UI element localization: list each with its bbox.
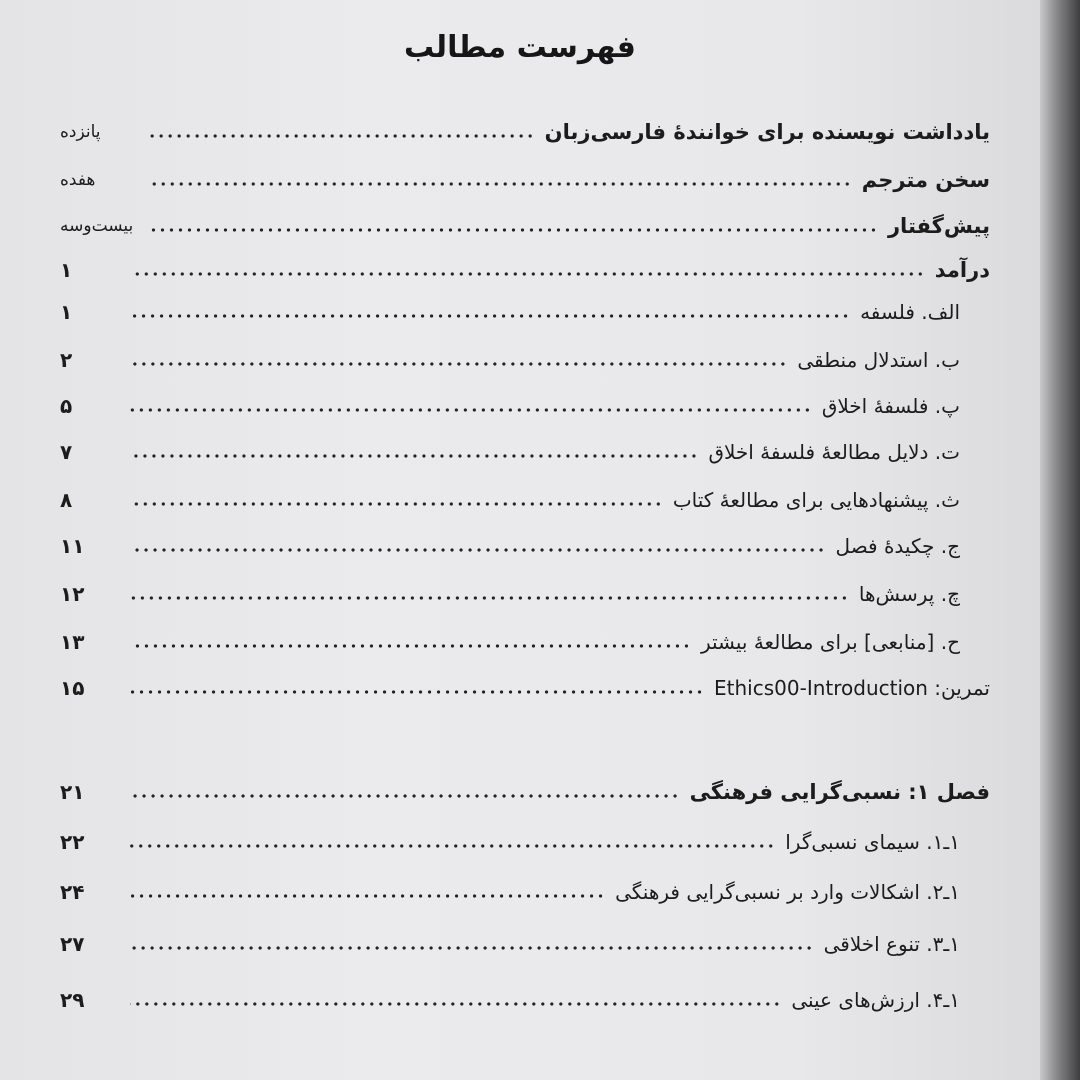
toc-entry-label: چ. پرسش‌ها bbox=[858, 582, 960, 606]
toc-entry-page: ۱۵ bbox=[60, 676, 85, 700]
dot-leader bbox=[130, 311, 850, 321]
toc-entry-label: فصل ۱: نسبی‌گرایی فرهنگی bbox=[689, 780, 990, 804]
toc-entry-page: ۲۱ bbox=[60, 780, 85, 804]
toc-entry-page: هفده bbox=[60, 170, 96, 190]
toc-entry bbox=[60, 870, 960, 914]
toc-entry-page: ۱۳ bbox=[60, 630, 85, 654]
dot-leader bbox=[130, 687, 704, 697]
toc-entry bbox=[60, 524, 960, 568]
toc-entry-page: ۲۷ bbox=[60, 932, 85, 956]
toc-entry-label: الف. فلسفه bbox=[860, 300, 960, 324]
dot-leader bbox=[150, 131, 535, 141]
toc-entry bbox=[60, 290, 960, 334]
toc-entry-page: ۷ bbox=[60, 440, 73, 464]
toc-entry-page: پانزده bbox=[60, 122, 101, 142]
toc-entry bbox=[60, 478, 960, 522]
toc-entry-label: ب. استدلال منطقی bbox=[797, 348, 960, 372]
toc-entry-label: درآمد bbox=[934, 258, 990, 282]
dot-leader bbox=[130, 999, 781, 1009]
toc-entry-page: ۲۹ bbox=[60, 988, 85, 1012]
toc-entry bbox=[60, 384, 960, 428]
page-title: فهرست مطالب bbox=[404, 30, 636, 65]
toc-entry-label: ۱ـ۳. تنوع اخلاقی bbox=[823, 932, 960, 956]
toc-chapter-entry bbox=[60, 770, 990, 814]
toc-entry-page: ۱ bbox=[60, 258, 73, 282]
toc-entry-page: ۲۴ bbox=[60, 880, 85, 904]
dot-leader bbox=[130, 593, 849, 603]
toc-entry-label: ج. چکیدهٔ فصل bbox=[835, 534, 960, 558]
dot-leader bbox=[130, 405, 812, 415]
dot-leader bbox=[130, 891, 605, 901]
toc-entry-label: ث. پیشنهادهایی برای مطالعهٔ کتاب bbox=[672, 488, 960, 512]
dot-leader bbox=[130, 499, 663, 509]
toc-entry-label: ۱ـ۱. سیمای نسبی‌گرا bbox=[785, 830, 960, 854]
toc-entry-label: پ. فلسفهٔ اخلاق bbox=[821, 394, 960, 418]
dot-leader bbox=[130, 269, 925, 279]
toc-entry-page: ۱۱ bbox=[60, 534, 85, 558]
toc-entry bbox=[60, 666, 990, 710]
page-edge-shadow bbox=[1040, 0, 1080, 1080]
toc-entry-page: ۱ bbox=[60, 300, 73, 324]
toc-entry-label: پیش‌گفتار bbox=[887, 214, 990, 238]
toc-entry bbox=[60, 338, 960, 382]
toc-entry-label: ۱ـ۴. ارزش‌های عینی bbox=[791, 988, 960, 1012]
dot-leader bbox=[130, 451, 698, 461]
dot-leader bbox=[130, 545, 826, 555]
toc-entry-label: تمرین: Ethics00-Introduction bbox=[714, 676, 990, 700]
toc-entry-page: ۲ bbox=[60, 348, 73, 372]
dot-leader bbox=[130, 641, 691, 651]
dot-leader bbox=[130, 791, 680, 801]
dot-leader bbox=[130, 841, 775, 851]
toc-entry-label: سخن مترجم bbox=[861, 168, 990, 192]
toc-entry-label: ت. دلایل مطالعهٔ فلسفهٔ اخلاق bbox=[708, 440, 960, 464]
toc-entry bbox=[60, 620, 960, 664]
toc-entry bbox=[60, 820, 960, 864]
toc-entry bbox=[60, 922, 960, 966]
toc-entry-label: ۱ـ۲. اشکالات وارد بر نسبی‌گرایی فرهنگی bbox=[615, 880, 960, 904]
dot-leader bbox=[150, 225, 878, 235]
dot-leader bbox=[130, 359, 787, 369]
toc-entry-page: ۸ bbox=[60, 488, 73, 512]
toc-entry bbox=[60, 158, 990, 202]
toc-entry-page: بیست‌وسه bbox=[60, 216, 134, 236]
toc-entry bbox=[60, 430, 960, 474]
toc-entry-label: یادداشت نویسنده برای خوانندهٔ فارسی‌زبان bbox=[544, 120, 990, 144]
toc-entry-page: ۱۲ bbox=[60, 582, 85, 606]
toc-entry bbox=[60, 110, 990, 154]
toc-entry bbox=[60, 248, 990, 292]
toc-entry-label: ح. [منابعی] برای مطالعهٔ بیشتر bbox=[700, 630, 960, 654]
dot-leader bbox=[130, 943, 814, 953]
dot-leader bbox=[150, 179, 852, 189]
toc-entry bbox=[60, 978, 960, 1022]
toc-entry bbox=[60, 204, 990, 248]
toc-entry bbox=[60, 572, 960, 616]
toc-entry-page: ۵ bbox=[60, 394, 73, 418]
toc-entry-page: ۲۲ bbox=[60, 830, 85, 854]
